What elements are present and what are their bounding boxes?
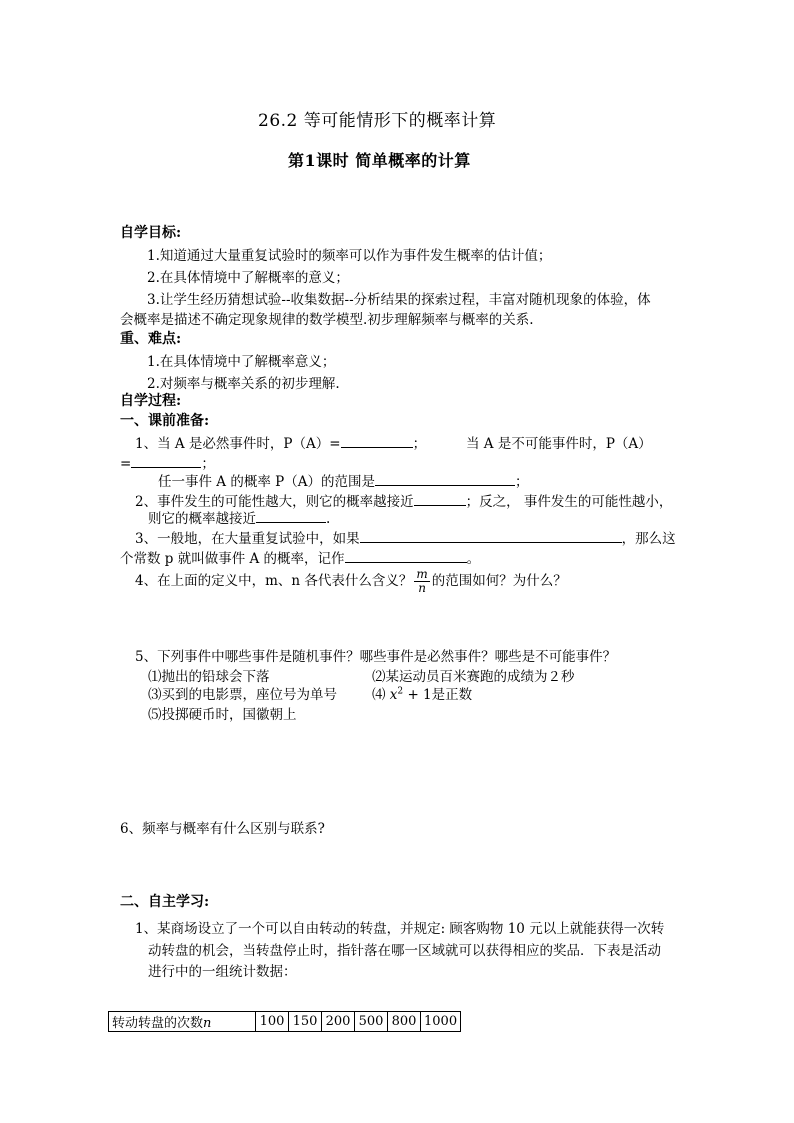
q1-text-f: 任一事件 A 的概率 P（A）的范围是 (158, 474, 375, 490)
q5-item-1: ⑴抛出的铅球会下落 (148, 669, 270, 685)
q1-text-e: ； (201, 456, 215, 472)
q4-text-b: 的范围如何？为什么？ (431, 573, 567, 589)
q1-text-a: 1、当 A 是必然事件时，P（A）= (135, 436, 341, 452)
table-cell: 150 (289, 1012, 322, 1032)
part2-q1-line3: 进行中的一组统计数据： (148, 964, 297, 980)
q1-text-b: ； (412, 436, 427, 452)
part2-heading: 二、自主学习: (120, 894, 210, 910)
m-over-n-fraction (414, 568, 429, 595)
table-cell: 200 (322, 1012, 355, 1032)
part2-q1-line1: 1、某商场设立了一个可以自由转动的转盘，并规定: 顾客购物 10 元以上就能获得一次转 (135, 921, 665, 937)
table-header-label: 转动转盘的次数 (112, 1016, 204, 1031)
q2-blank-low (256, 508, 326, 523)
spin-count-table (108, 1011, 461, 1032)
q2-text-c: 则它的概率越接近 (148, 511, 256, 527)
goal-item-3: 3.让学生经历猜想试验--收集数据--分析结果的探索过程，丰富对随机现象的体验，体 (147, 292, 651, 308)
q1-line2 (120, 452, 215, 472)
q5-item-4-rest: + 1是正数 (403, 687, 473, 703)
table-header-var: n (203, 1016, 212, 1031)
q2-text-b: ；反之， 事件发生的可能性越小， (465, 494, 673, 510)
q3-text-c: 个常数 p 就叫做事件 A 的概率，记作 (120, 551, 345, 567)
q3-blank-condition (360, 528, 622, 543)
q1-blank-certain (341, 433, 413, 448)
table-row (109, 1012, 461, 1032)
goal-item-2: 2.在具体情境中了解概率的意义； (147, 270, 349, 286)
q2-text-d: . (326, 511, 331, 527)
fraction-numerator: m (416, 567, 428, 581)
goals-heading: 自学目标: (120, 225, 182, 241)
q1-line1 (135, 432, 426, 452)
q5-item-4 (372, 683, 472, 703)
table-header-cell (109, 1012, 256, 1032)
key-point-1: 1.在具体情境中了解概率意义； (147, 354, 336, 370)
table-cell: 500 (355, 1012, 388, 1032)
q3-text-a: 3、一般地，在大量重复试验中，如果 (135, 531, 360, 547)
x-variable: x (389, 687, 398, 703)
goal-item-1: 1.知道通过大量重复试验时的频率可以作为事件发生概率的估计值； (147, 248, 552, 264)
key-point-2: 2.对频率与概率关系的初步理解. (147, 376, 340, 392)
table-cell: 1000 (421, 1012, 461, 1032)
lesson-subtitle: 第1课时 简单概率的计算 (288, 151, 471, 170)
goal-item-3-cont: 会概率是描述不确定现象规律的数学模型.初步理解频率与概率的关系. (120, 312, 534, 328)
part1-heading: 一、课前准备: (120, 413, 210, 429)
q4-line (135, 568, 567, 595)
q6-question: 6、频率与概率有什么区别与联系? (120, 821, 325, 837)
table-cell: 800 (388, 1012, 421, 1032)
q3-text-d: 。 (466, 551, 481, 567)
part2-q1-line2: 动转盘的机会，当转盘停止时，指针落在哪一区域就可以获得相应的奖品．下表是活动 (148, 943, 661, 959)
process-heading: 自学过程: (120, 393, 182, 409)
exponent: 2 (397, 686, 404, 697)
q5-question: 5、下列事件中哪些事件是随机事件？哪些事件是必然事件？哪些是不可能事件？ (135, 649, 617, 665)
q1-blank-impossible (131, 453, 201, 468)
q1-line3 (158, 470, 528, 490)
q5-item-2: ⑵某运动员百米赛跑的成绩为２秒 (372, 669, 575, 685)
q4-text-a: 4、在上面的定义中，m、n 各代表什么含义？ (135, 573, 413, 589)
q3-line2 (120, 547, 480, 567)
q1-blank-range (375, 471, 515, 486)
fraction-denominator: n (418, 581, 426, 595)
q1-text-g: ； (514, 474, 529, 490)
q3-text-b: ，那么这 (621, 531, 676, 547)
table-cell: 100 (256, 1012, 289, 1032)
page-title: 26.2 等可能情形下的概率计算 (258, 111, 497, 131)
q3-line1 (135, 527, 676, 547)
q5-item-5: ⑸投掷硬币时，国徽朝上 (148, 707, 297, 723)
q5-item-3: ⑶买到的电影票，座位号为单号 (148, 687, 337, 703)
q2-text-a: 2、事件发生的可能性越大，则它的概率越接近 (135, 494, 414, 510)
key-points-heading: 重、难点: (120, 331, 182, 347)
q2-blank-high (414, 491, 466, 506)
q1-text-d: = (120, 456, 132, 472)
q1-impossible-text: 当 A 是不可能事件时，P（A） (466, 436, 652, 452)
q3-blank-notation (345, 548, 467, 563)
q2-line2 (148, 507, 330, 527)
q5-item-4-label: ⑷ (372, 687, 386, 703)
